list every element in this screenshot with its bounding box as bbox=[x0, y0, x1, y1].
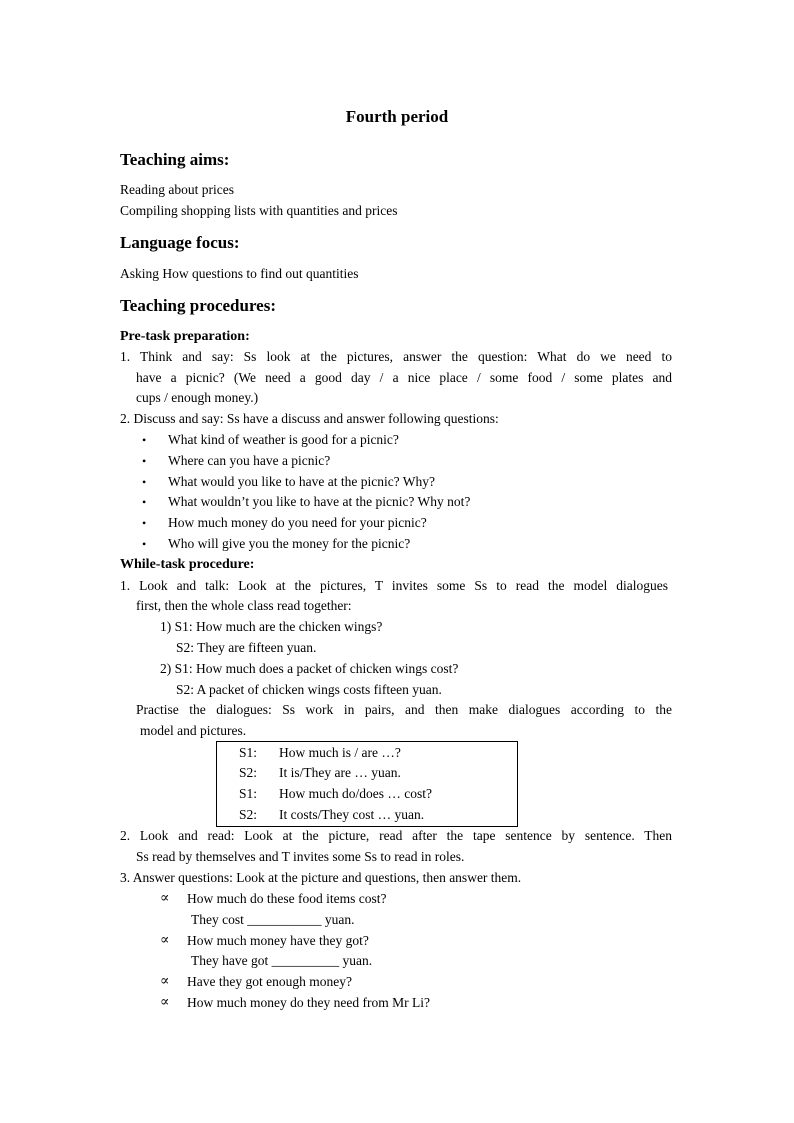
dialogue-line: 2) S1: How much does a packet of chicken wings cost? bbox=[160, 661, 459, 676]
while-task-item-1-line: first, then the whole class read together: bbox=[136, 598, 352, 613]
question-marker-icon: ∝ bbox=[160, 995, 170, 1010]
while-task-heading: While-task procedure: bbox=[120, 557, 255, 572]
pre-task-item-1-line: have a picnic? (We need a good day / a nice place / some food / some plates and bbox=[136, 370, 672, 385]
question-line: Have they got enough money? bbox=[187, 974, 352, 989]
bullet-question: How much money do you need for your picnic? bbox=[168, 515, 427, 530]
box-line: How much is / are …? bbox=[279, 745, 401, 760]
practise-line: Practise the dialogues: Ss work in pairs, and then make dialogues according to the bbox=[136, 702, 672, 717]
question-marker-icon: ∝ bbox=[160, 974, 170, 989]
while-task-item-1-line: 1. Look and talk: Look at the pictures, T invites some Ss to read the model dialogues bbox=[120, 578, 668, 593]
box-speaker: S2: bbox=[239, 765, 258, 780]
dialogue-line: S2: They are fifteen yuan. bbox=[176, 640, 317, 655]
box-speaker: S1: bbox=[239, 745, 258, 760]
pre-task-item-1-line: 1. Think and say: Ss look at the pictures, answer the question: What do we need to bbox=[120, 349, 672, 364]
bullet-icon: • bbox=[142, 516, 147, 530]
question-marker-icon: ∝ bbox=[160, 891, 170, 906]
bullet-icon: • bbox=[142, 495, 147, 509]
bullet-question: What would you like to have at the picnic? Why? bbox=[168, 474, 436, 489]
pre-task-item-2: 2. Discuss and say: Ss have a discuss and answer following questions: bbox=[120, 411, 499, 426]
answer-line: They cost ___________ yuan. bbox=[191, 912, 355, 927]
teaching-procedures-heading: Teaching procedures: bbox=[120, 296, 277, 315]
pre-task-heading: Pre-task preparation: bbox=[120, 329, 250, 344]
dialogue-line: 1) S1: How much are the chicken wings? bbox=[160, 619, 383, 634]
aim-item: Compiling shopping lists with quantities and prices bbox=[120, 203, 398, 218]
bullet-question: What kind of weather is good for a picnic? bbox=[168, 432, 399, 447]
pre-task-item-1-line: cups / enough money.) bbox=[136, 390, 259, 405]
page-title: Fourth period bbox=[345, 107, 449, 126]
answer-line: They have got __________ yuan. bbox=[191, 953, 373, 968]
while-task-item-2-line: 2. Look and read: Look at the picture, read after the tape sentence by sentence. Then bbox=[120, 828, 672, 843]
while-task-item-3: 3. Answer questions: Look at the picture and questions, then answer them. bbox=[120, 870, 522, 885]
language-focus-heading: Language focus: bbox=[120, 233, 240, 252]
bullet-question: Where can you have a picnic? bbox=[168, 453, 331, 468]
dialogue-line: S2: A packet of chicken wings costs fifteen yuan. bbox=[176, 682, 442, 697]
aim-item: Reading about prices bbox=[120, 182, 234, 197]
bullet-icon: • bbox=[142, 454, 147, 468]
question-line: How much money do they need from Mr Li? bbox=[187, 995, 430, 1010]
while-task-item-2-line: Ss read by themselves and T invites some Ss to read in roles. bbox=[136, 849, 465, 864]
question-marker-icon: ∝ bbox=[160, 933, 170, 948]
box-speaker: S2: bbox=[239, 807, 258, 822]
teaching-aims-heading: Teaching aims: bbox=[120, 150, 230, 169]
bullet-icon: • bbox=[142, 433, 147, 447]
box-speaker: S1: bbox=[239, 786, 258, 801]
box-line: How much do/does … cost? bbox=[279, 786, 432, 801]
bullet-icon: • bbox=[142, 537, 147, 551]
practise-line: model and pictures. bbox=[140, 723, 247, 738]
question-line: How much do these food items cost? bbox=[187, 891, 387, 906]
bullet-question: Who will give you the money for the picnic? bbox=[168, 536, 411, 551]
bullet-question: What wouldn’t you like to have at the picnic? Why not? bbox=[168, 494, 471, 509]
bullet-icon: • bbox=[142, 475, 147, 489]
box-line: It costs/They cost … yuan. bbox=[279, 807, 425, 822]
box-line: It is/They are … yuan. bbox=[279, 765, 401, 780]
question-line: How much money have they got? bbox=[187, 933, 369, 948]
focus-item: Asking How questions to find out quantities bbox=[120, 266, 359, 281]
